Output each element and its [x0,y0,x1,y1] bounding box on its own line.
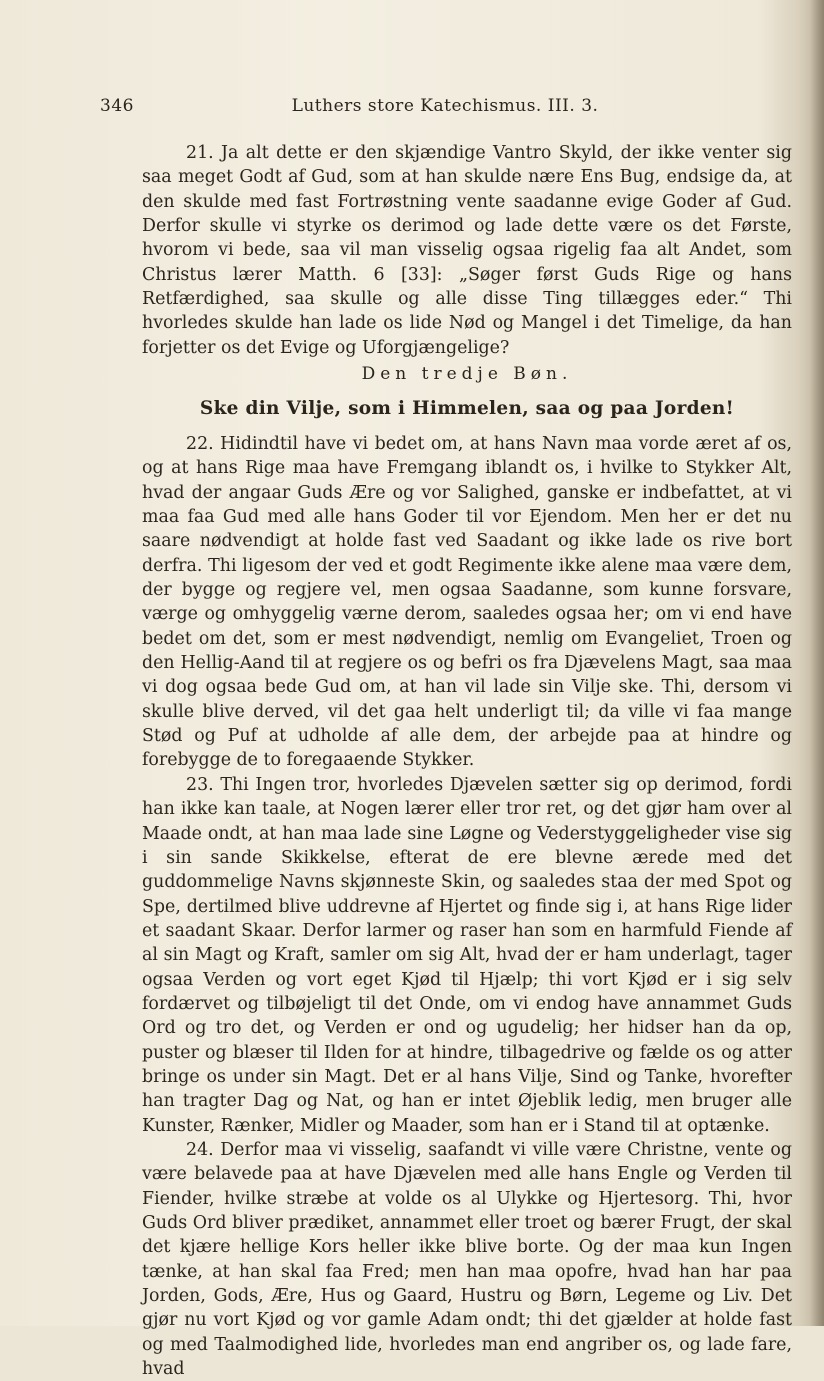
page-number: 346 [100,96,134,116]
text-block-after [142,432,792,1381]
page-edge-shadow [810,0,824,1326]
page-header [100,96,790,124]
paragraph-22: 22. Hidindtil have vi bedet om, at hans Navn maa vorde æret af os, og at hans Rige maa have Fremgang iblandt os, i hvilke to Stykker Alt, hvad der angaar Guds Ære og vor Salighed, ganske er indbefattet, at vi maa faa Gud med alle hans Goder til vor Ejendom. Men her er det nu saare nødvendigt at holde fast ved Saadant og ikke lade os rive bort derfra. Thi ligesom der ved et godt Regimente ikke alene maa være dem, der bygge og regjere vel, men ogsaa Saadanne, som kunne forsvare, værge og omhyggelig værne derom, saaledes ogsaa her; om vi end have bedet om det, som er mest nødvendigt, nemlig om Evangeliet, Troen og den Hellig-Aand til at regjere os og befri os fra Djævelens Magt, saa maa vi dog ogsaa bede Gud om, at han vil lade sin Vilje ske. Thi, dersom vi skulle blive derved, vil det gaa helt underligt til; da ville vi faa mange Stød og Puf at udholde af alle dem, der arbejde paa at hindre og forebygge de to foregaaende Stykker. [142,434,792,771]
running-title: Luthers store Katechismus. III. 3. [291,96,599,116]
section-title: Den tredje Bøn. [361,364,573,384]
paragraph-21: 21. Ja alt dette er den skjændige Vantro Skyld, der ikke venter sig saa meget Godt af Gud, som at han skulde nære Ens Bug, endsige da, at den skulde med fast Fortrøstning vente saadanne evige Goder af Gud. Derfor skulle vi styrke os derimod og lade dette være os det Første, hvorom vi bede, saa vil man visselig ogsaa rigelig faa alt Andet, som Christus lærer Matth. 6 [33]: „Søger først Guds Rige og hans Retfærdighed, saa skulle og alle disse Ting tillægges eder.“ Thi hvorledes skulde han lade os lide Nød og Mangel i det Timelige, da han forjetter os det Evige og Uforgjængelige? [142,143,792,358]
paragraph-23: 23. Thi Ingen tror, hvorledes Djævelen sætter sig op derimod, fordi han ikke kan taale, at Nogen lærer eller tror ret, og det gjør ham over al Maade ondt, at han maa lade sine Løgne og Vederstyggeligheder vise sig i sin sande Skikkelse, efterat de ere blevne ærede med det guddommelige Navns skjønneste Skin, og saaledes staa der med Spot og Spe, dertilmed blive uddrevne af Hjertet og finde sig i, at hans Rige lider et saadant Skaar. Derfor larmer og raser han som en harmfuld Fiende af al sin Magt og Kraft, samler om sig Alt, hvad der er ham underlagt, tager ogsaa Verden og vort eget Kjød til Hjælp; thi vort Kjød er i sig selv fordærvet og tilbøjeligt til det Onde, om vi endog have annammet Guds Ord og tro det, og Verden er ond og ugudelig; her hidser han da op, puster og blæser til Ilden for at hindre, tilbagedrive og fælde os og atter bringe os under sin Magt. Det er al hans Vilje, Sind og Tanke, hvorefter han tragter Dag og Nat, og han er intet Øjeblik ledig, men bruger alle Kunster, Rænker, Midler og Maader, som han er i Stand til at optænke. [142,774,792,1136]
section-subtitle: Ske din Vilje, som i Himmelen, saa og paa Jorden! [199,398,735,419]
text-block-before [142,141,792,360]
paragraph-24: 24. Derfor maa vi visselig, saafandt vi ville være Christne, vente og være belavede paa at have Djævelen med alle hans Engle og Verden til Fiender, hvilke stræbe at volde os al Ulykke og Hjertesorg. Thi, hvor Guds Ord bliver prædiket, annammet eller troet og bærer Frugt, der skal det kjære hellige Kors heller ikke blive borte. Og der maa kun Ingen tænke, at han skal faa Fred; men han maa opofre, hvad han har paa Jorden, Gods, Ære, Hus og Gaard, Hustru og Børn, Legeme og Liv. Det gjør nu vort Kjød og vor gamle Adam ondt; thi det gjælder at holde fast og med Taalmodighed lide, hvorledes man end angriber os, og lade fare, hvad [142,1139,792,1380]
